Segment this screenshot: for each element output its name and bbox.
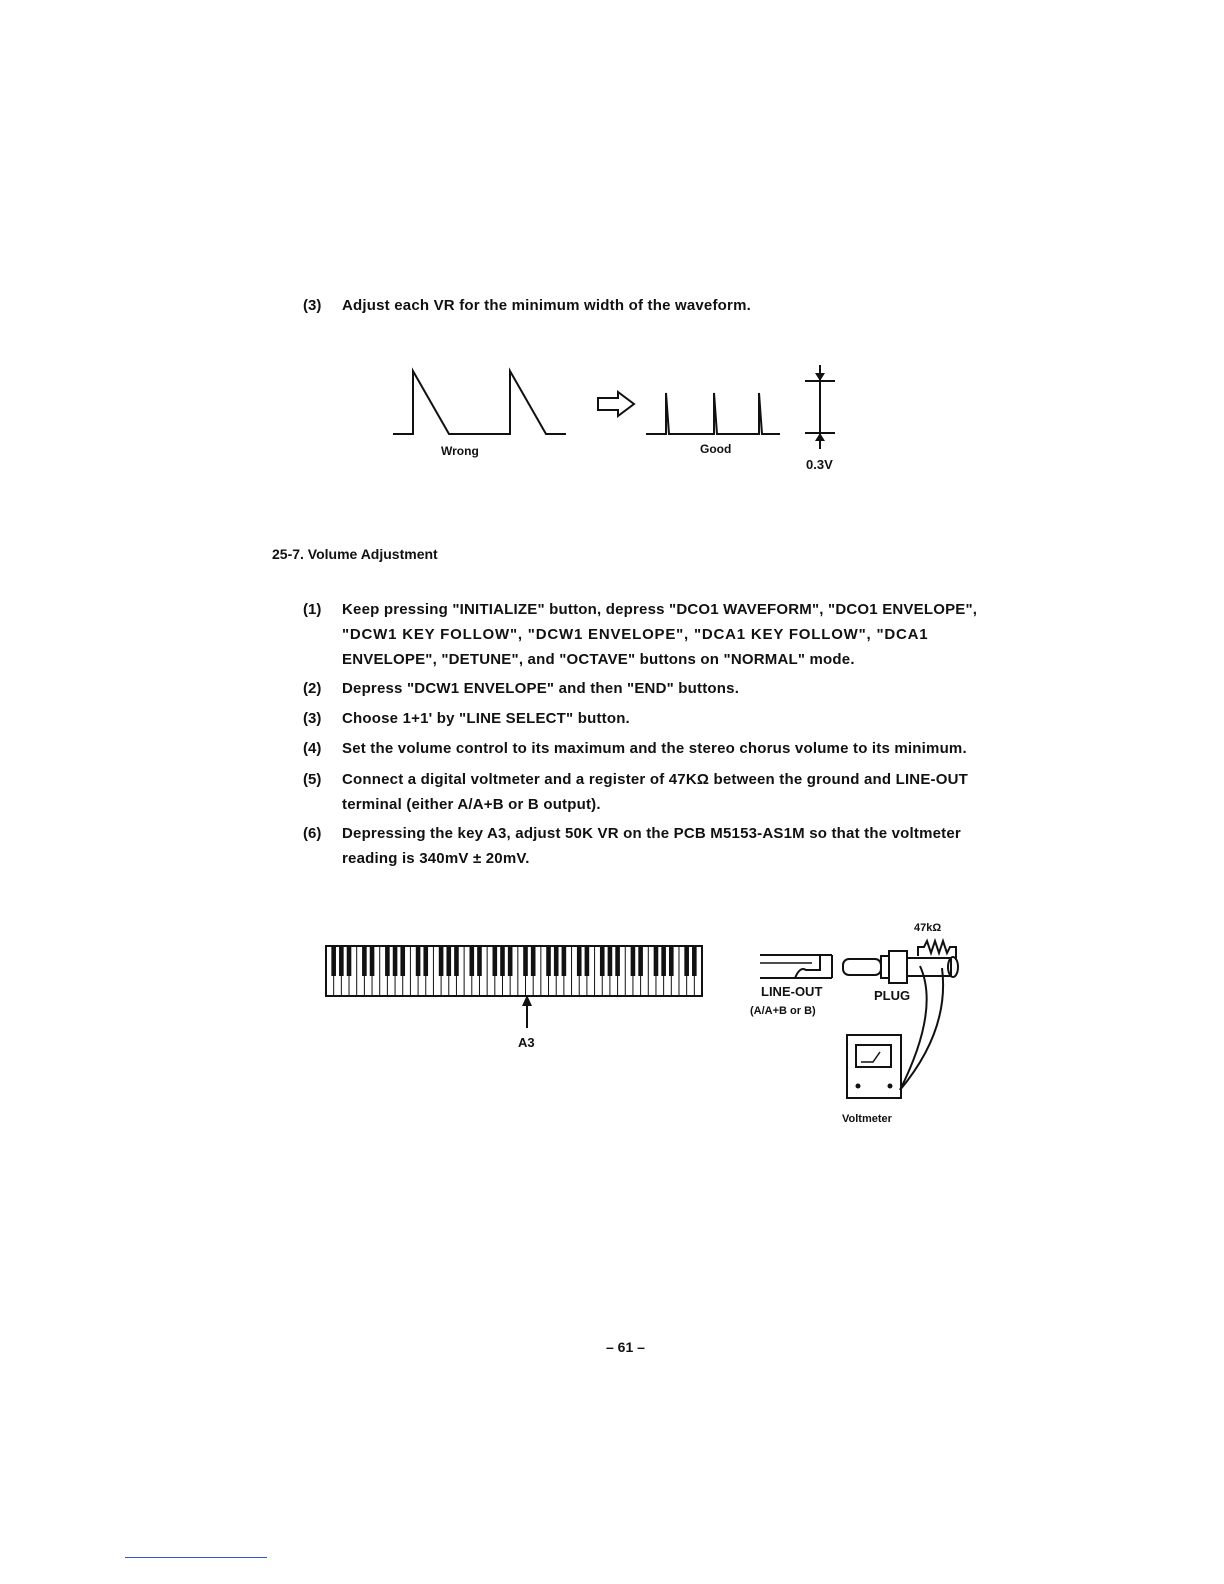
step-number: (5) (303, 771, 322, 788)
good-waveform (646, 393, 780, 434)
black-key (477, 946, 482, 976)
step-text: ENVELOPE", "DETUNE", and "OCTAVE" buttons on "NORMAL" mode. (342, 651, 855, 668)
step-text: Connect a digital voltmeter and a register of 47KΩ between the ground and LINE-OUT (342, 771, 969, 788)
black-key (523, 946, 528, 976)
black-key (608, 946, 613, 976)
black-key (400, 946, 405, 976)
step-number: (3) (303, 297, 322, 314)
connection-diagram (745, 915, 1005, 1125)
black-key (423, 946, 428, 976)
black-key (669, 946, 674, 976)
step-number: (1) (303, 601, 322, 618)
plug-sleeve (907, 958, 951, 976)
page-number: – 61 – (606, 1339, 645, 1355)
black-key (416, 946, 421, 976)
plug-body (889, 951, 907, 983)
step-text: terminal (either A/A+B or B output). (342, 796, 601, 813)
wrong-waveform (393, 371, 566, 434)
wrong-label: Wrong (441, 444, 479, 458)
voltmeter-needle (861, 1052, 880, 1062)
voltage-arrow-top (815, 373, 825, 381)
step-text: Choose 1+1' by "LINE SELECT" button. (342, 710, 630, 727)
black-key (446, 946, 451, 976)
black-key (508, 946, 513, 976)
black-key (370, 946, 375, 976)
black-key (339, 946, 344, 976)
voltage-label: 0.3V (806, 457, 833, 472)
voltmeter-label: Voltmeter (842, 1113, 892, 1125)
key-label: A3 (518, 1035, 535, 1050)
black-key (493, 946, 498, 976)
voltage-arrow-bottom (815, 433, 825, 441)
black-key (692, 946, 697, 976)
black-key (546, 946, 551, 976)
lineout-sub-label: (A/A+B or B) (750, 1005, 816, 1017)
step-text: Set the volume control to its maximum and the stereo chorus volume to its minimum. (342, 740, 967, 757)
step-text: "DCW1 KEY FOLLOW", "DCW1 ENVELOPE", "DCA1 KEY FOLLOW", "DCA1 (342, 626, 929, 643)
black-key (531, 946, 536, 976)
black-key (577, 946, 582, 976)
black-key (562, 946, 567, 976)
step-number: (4) (303, 740, 322, 757)
black-key (385, 946, 390, 976)
lineout-label: LINE-OUT (761, 984, 823, 999)
step-number: (3) (303, 710, 322, 727)
black-key (631, 946, 636, 976)
voltmeter-terminal (888, 1084, 893, 1089)
black-key (554, 946, 559, 976)
step-text: Keep pressing "INITIALIZE" button, depress "DCO1 WAVEFORM", "DCO1 ENVELOPE", (342, 601, 978, 618)
black-key (331, 946, 336, 976)
keyboard-diagram (320, 940, 720, 1060)
step-text: reading is 340mV ± 20mV. (342, 850, 530, 867)
step-text: Depress "DCW1 ENVELOPE" and then "END" buttons. (342, 680, 740, 697)
black-key (393, 946, 398, 976)
plug-ring (881, 956, 889, 978)
resistor-label: 47kΩ (914, 922, 942, 934)
black-key (661, 946, 666, 976)
keyboard-outline (326, 946, 702, 996)
black-key (615, 946, 620, 976)
black-key (469, 946, 474, 976)
black-key (500, 946, 505, 976)
black-key (638, 946, 643, 976)
plug-label: PLUG (874, 988, 911, 1003)
arrow-icon (598, 392, 634, 416)
black-key (439, 946, 444, 976)
step-number: (2) (303, 680, 322, 697)
section-title: 25-7. Volume Adjustment (272, 546, 438, 562)
step-number: (6) (303, 825, 322, 842)
step-text: Adjust each VR for the minimum width of the waveform. (342, 297, 751, 314)
voltmeter-display (856, 1045, 891, 1067)
step-text: Depressing the key A3, adjust 50K VR on the PCB M5153-AS1M so that the voltmeter (342, 825, 961, 842)
black-key (454, 946, 459, 976)
good-label: Good (700, 442, 732, 456)
black-key (654, 946, 659, 976)
black-key (600, 946, 605, 976)
wire-right (900, 968, 943, 1090)
voltmeter-terminal (856, 1084, 861, 1089)
black-key (347, 946, 352, 976)
black-key (684, 946, 689, 976)
black-key (585, 946, 590, 976)
black-key (362, 946, 367, 976)
footer-rule (125, 1557, 267, 1558)
plug-tip (843, 959, 881, 975)
jack-contact (795, 955, 820, 978)
waveform-diagram (0, 355, 1224, 555)
